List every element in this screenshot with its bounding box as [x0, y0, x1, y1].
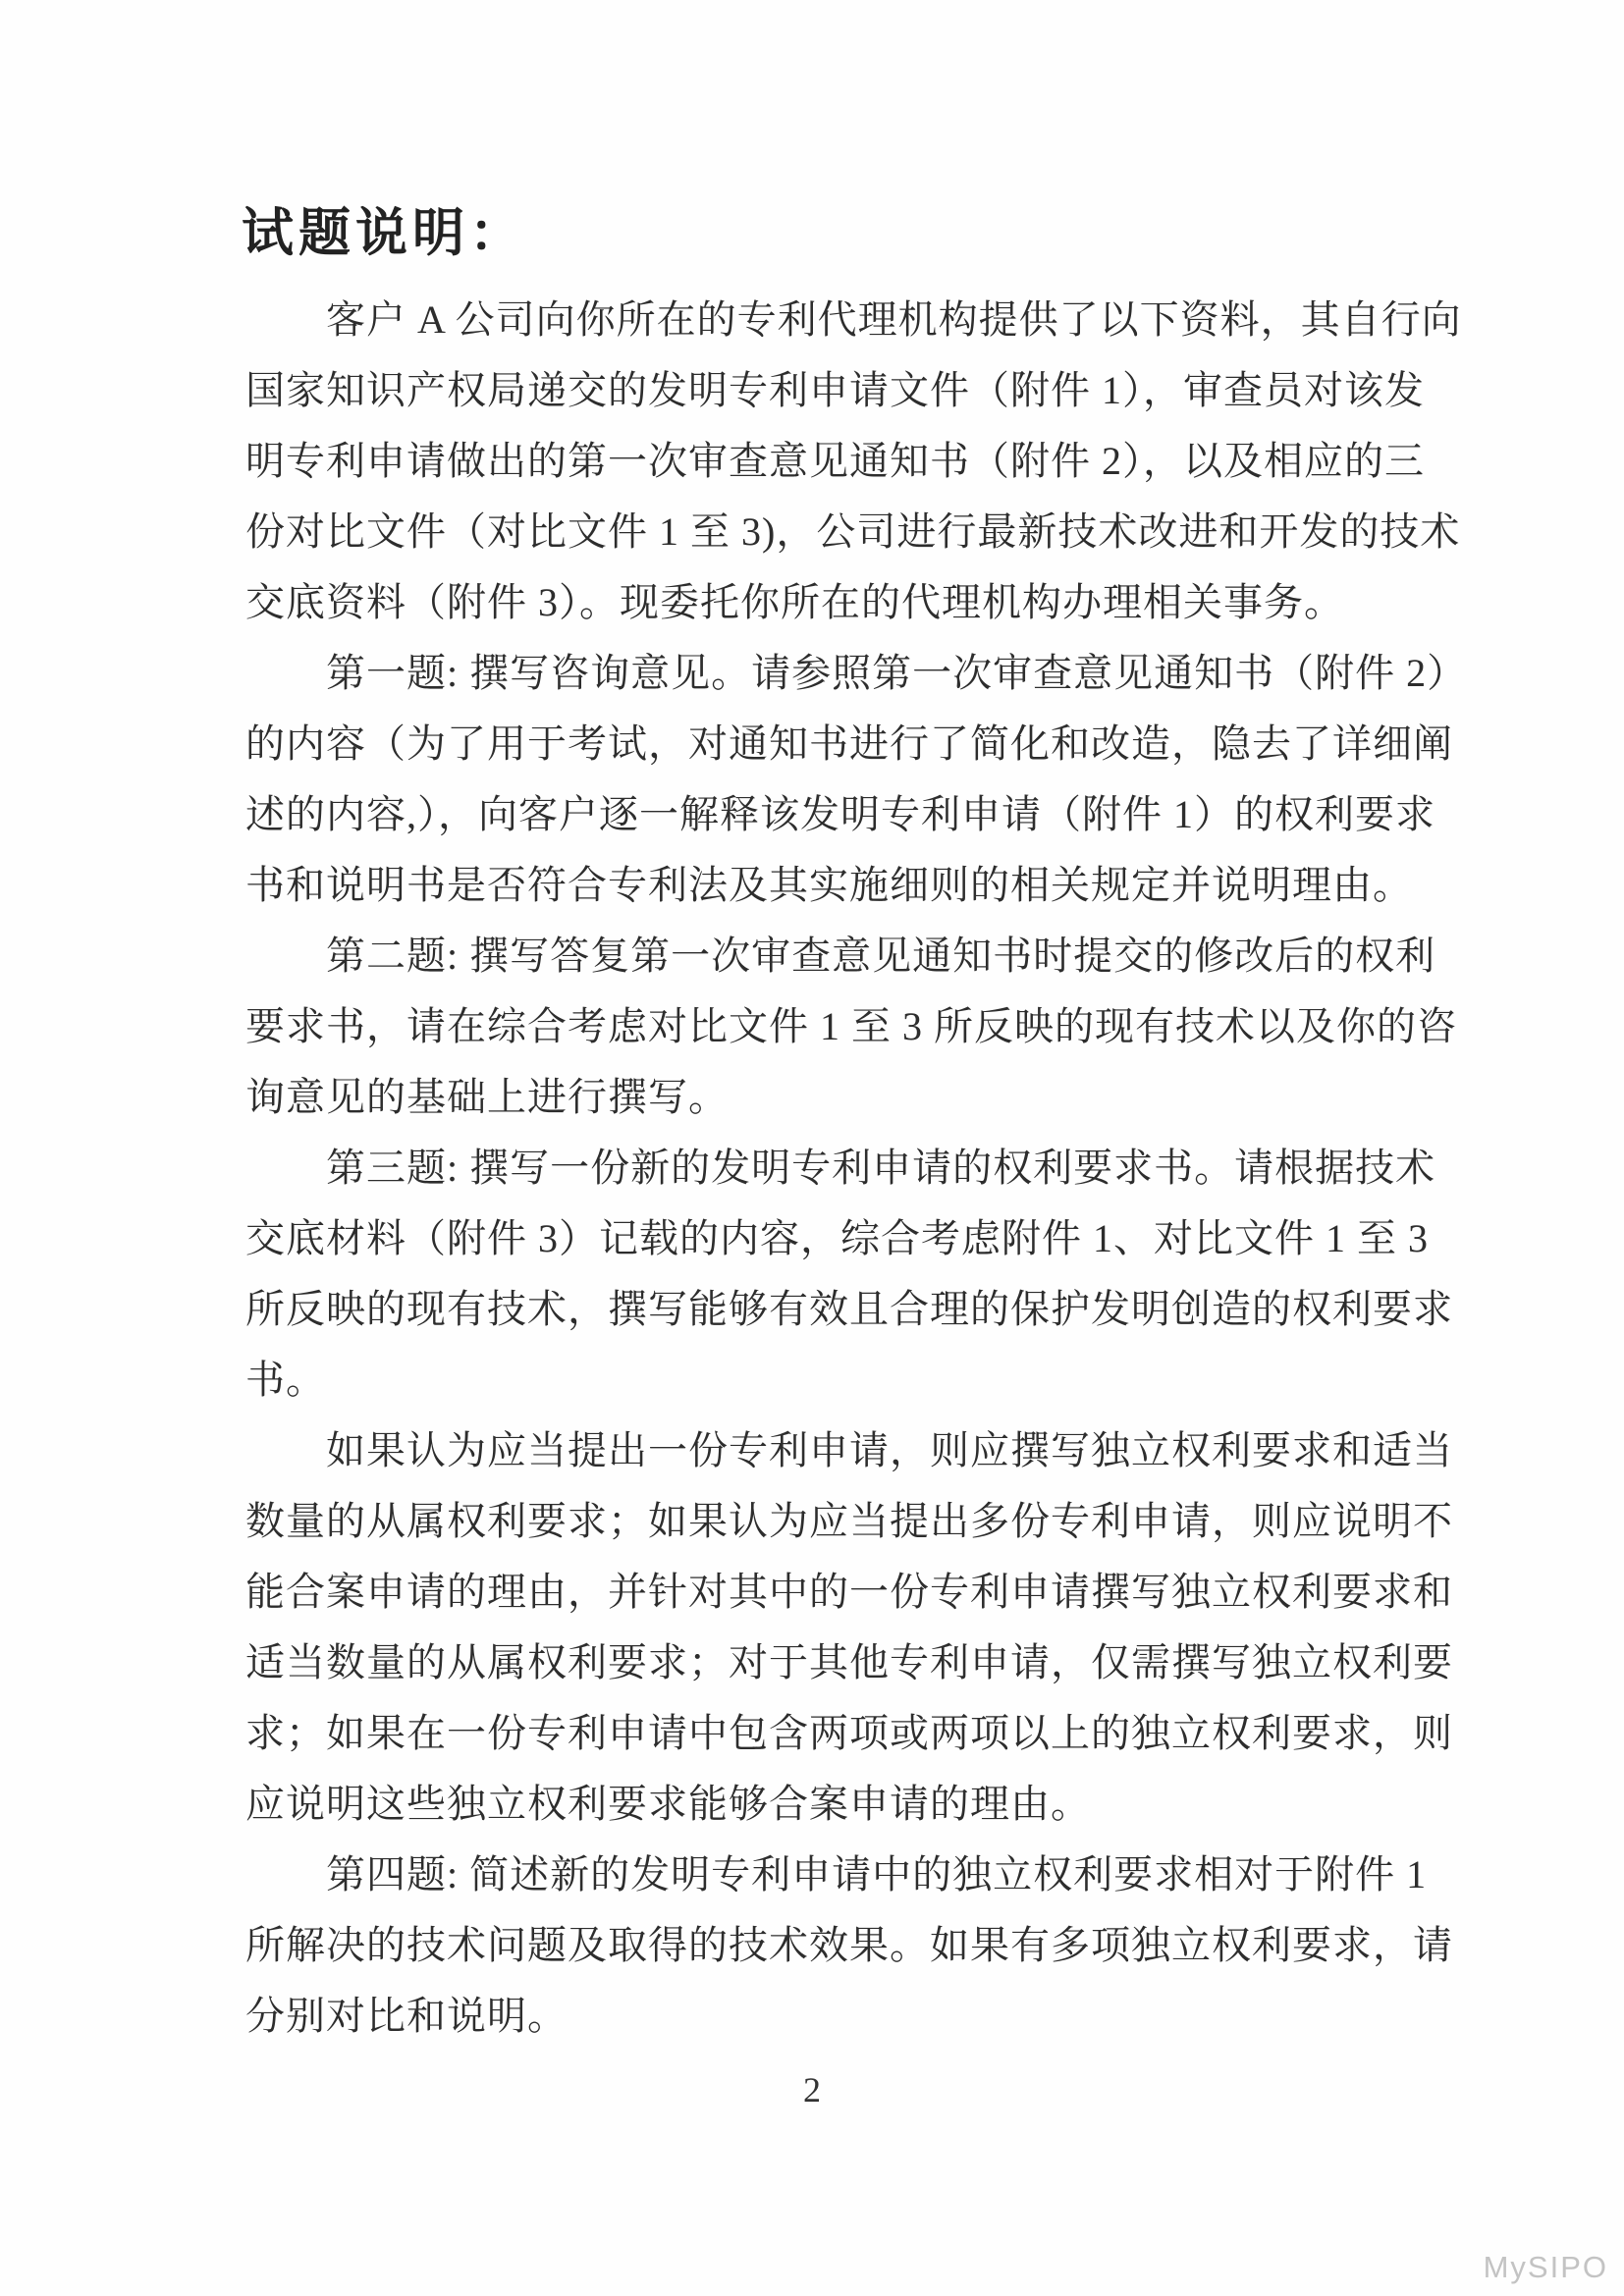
text-line: 求；如果在一份专利申请中包含两项或两项以上的独立权利要求，则: [245, 1711, 1453, 1755]
text-line: 国家知识产权局递交的发明专利申请文件（附件 1），审查员对该发: [245, 368, 1425, 412]
text-line: 书。: [245, 1358, 326, 1402]
text-line: 第二题: 撰写答复第一次审查意见通知书时提交的修改后的权利: [326, 934, 1436, 978]
text-line: 述的内容,），向客户逐一解释该发明专利申请（附件 1）的权利要求: [245, 792, 1435, 836]
text-line: 份对比文件（对比文件 1 至 3)，公司进行最新技术改进和开发的技术: [245, 509, 1461, 554]
text-line: 能合案申请的理由，并针对其中的一份专利申请撰写独立权利要求和: [245, 1570, 1453, 1614]
watermark: MySIPO: [1483, 2250, 1608, 2284]
text-line: 询意见的基础上进行撰写。: [245, 1075, 729, 1119]
text-line: 要求书，请在综合考虑对比文件 1 至 3 所反映的现有技术以及你的咨: [245, 1004, 1457, 1048]
text-line: 交底材料（附件 3）记载的内容，综合考虑附件 1、对比文件 1 至 3: [245, 1216, 1429, 1260]
text-line: 所解决的技术问题及取得的技术效果。如果有多项独立权利要求，请: [245, 1923, 1453, 1967]
text-line: 所反映的现有技术，撰写能够有效且合理的保护发明创造的权利要求: [245, 1287, 1453, 1331]
text-line: 第一题: 撰写咨询意见。请参照第一次审查意见通知书（附件 2）: [326, 651, 1468, 695]
page-title: 试题说明：: [242, 205, 526, 262]
text-line: 第四题: 简述新的发明专利申请中的独立权利要求相对于附件 1: [326, 1852, 1428, 1896]
text-line: 第三题: 撰写一份新的发明专利申请的权利要求书。请根据技术: [326, 1146, 1436, 1190]
page-number: 2: [803, 2070, 821, 2109]
text-line: 数量的从属权利要求；如果认为应当提出多份专利申请，则应说明不: [245, 1499, 1453, 1543]
text-line: 分别对比和说明。: [245, 1994, 568, 2038]
text-line: 如果认为应当提出一份专利申请，则应撰写独立权利要求和适当: [326, 1428, 1453, 1472]
text-line: 客户 A 公司向你所在的专利代理机构提供了以下资料，其自行向: [326, 297, 1462, 342]
document-body: [245, 285, 1468, 2052]
text-line: 应说明这些独立权利要求能够合案申请的理由。: [245, 1782, 1091, 1826]
text-line: 的内容（为了用于考试，对通知书进行了简化和改造，隐去了详细阐: [245, 721, 1453, 766]
text-line: 明专利申请做出的第一次审查意见通知书（附件 2），以及相应的三: [245, 439, 1425, 483]
text-line: 书和说明书是否符合专利法及其实施细则的相关规定并说明理由。: [245, 863, 1413, 907]
text-line: 交底资料（附件 3）。现委托你所在的代理机构办理相关事务。: [245, 580, 1344, 624]
text-line: 适当数量的从属权利要求；对于其他专利申请，仅需撰写独立权利要: [245, 1640, 1453, 1684]
